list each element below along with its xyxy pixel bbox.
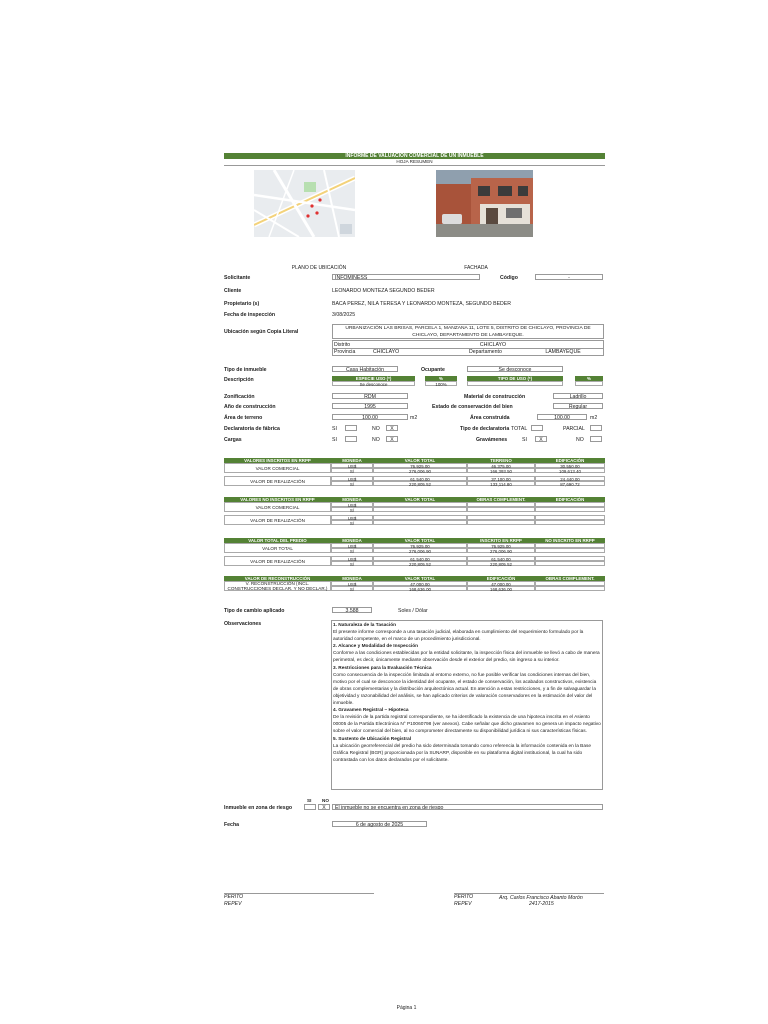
tipo-declaratoria-label: Tipo de declaratoria <box>460 426 510 432</box>
riesgo-no-header: NO <box>322 798 329 803</box>
column-header: MONEDA <box>331 576 373 581</box>
table-cell: 76,925.00 <box>373 543 467 548</box>
column-header: EDIFICACIÓN <box>535 497 605 502</box>
row-label: VALOR DE REALIZACIÓN <box>224 515 331 525</box>
fecha-inspeccion-value: 3/08/2025 <box>332 312 356 318</box>
riesgo-si-header: SI <box>307 798 312 803</box>
area-terreno-unit: m2 <box>410 415 418 421</box>
declaratoria-label: Declaratoria de fábrica <box>224 426 280 432</box>
table-cell <box>467 520 535 525</box>
tipo-cambio-value: 3.588 <box>332 607 372 613</box>
report-subtitle: HOJA RESUMEN <box>224 159 605 166</box>
observaciones-box <box>331 620 603 790</box>
table-cell: US$ <box>331 476 373 481</box>
anio-label: Año de construcción <box>224 404 276 410</box>
material-label: Material de construcción <box>464 394 526 400</box>
decl-total-label: TOTAL <box>511 426 528 432</box>
table-cell <box>467 507 535 512</box>
table-cell: 276,006.90 <box>467 548 535 553</box>
tipo-inmueble-value: Casa Habitación <box>332 366 398 372</box>
table-cell: 220,805.52 <box>373 561 467 566</box>
declaratoria-si-label: SI <box>332 426 337 432</box>
signature-line-right <box>454 893 604 894</box>
table-cell: 220,805.52 <box>373 481 467 486</box>
table-cell: 30,550.00 <box>535 463 605 468</box>
riesgo-no-checkbox[interactable]: X <box>318 804 330 810</box>
ocupante-value: Se desconoce <box>467 366 563 372</box>
estado-label: Estado de conservación del bien <box>432 404 513 410</box>
solicitante-label: Solicitante <box>224 275 251 281</box>
table-cell <box>535 520 605 525</box>
table-cell: S/ <box>331 468 373 473</box>
codigo-label: Código <box>500 275 518 281</box>
firma-right-repev: REPEV <box>454 901 472 907</box>
anio-value: 1995 <box>332 403 408 409</box>
fecha-value: 6 de agosto de 2025 <box>332 821 427 827</box>
codigo-value: - <box>535 274 603 280</box>
column-header: OBRAS COMPLEMENT. <box>535 576 605 581</box>
table-cell: 46,375.00 <box>467 463 535 468</box>
observacion-heading: 2. Alcance y Modalidad de Inspección <box>333 644 419 650</box>
area-construida-unit: m2 <box>590 415 598 421</box>
column-header: VALOR TOTAL <box>373 538 467 543</box>
section-title: VALOR TOTAL DEL PREDIO <box>224 538 331 543</box>
table-cell: 276,006.90 <box>373 468 467 473</box>
propietario-label: Propietario (s) <box>224 301 260 307</box>
cargas-si-checkbox[interactable] <box>345 436 357 442</box>
row-label: V. RECONSTRUCCIÓN (INCL. CONSTRUCCIONES DECLAR. Y NO DECLAR.) <box>224 581 331 591</box>
riesgo-label: Inmueble en zona de riesgo <box>224 805 293 811</box>
table-cell: 61,540.00 <box>373 476 467 481</box>
estado-value: Regular <box>553 403 603 409</box>
table-cell: S/ <box>331 520 373 525</box>
firma-right-code: 2417-2015 <box>529 901 554 907</box>
zonificacion-value: RDM <box>332 393 408 399</box>
table-cell: US$ <box>331 515 373 520</box>
fecha-label: Fecha <box>224 822 239 828</box>
cliente-label: Cliente <box>224 288 242 294</box>
signature-line-left <box>224 893 374 894</box>
row-label: VALOR DE REALIZACIÓN <box>224 556 331 566</box>
table-cell: 47,000.00 <box>467 581 535 586</box>
table-cell <box>373 520 467 525</box>
table-cell: S/ <box>331 507 373 512</box>
observacion-heading: 5. Sustento de Ubicación Registral <box>333 736 412 742</box>
column-header: VALOR TOTAL <box>373 458 467 463</box>
observaciones-label: Observaciones <box>224 621 262 627</box>
cargas-label: Cargas <box>224 437 242 443</box>
ubicacion-label: Ubicación según Copia Literal <box>224 329 299 335</box>
tipo-uso-value <box>467 381 563 386</box>
firma-right-name: Arq. Carlos Francisco Abanto Morón <box>499 895 583 901</box>
ubicacion-value: URBANIZACIÓN LAS BRISAS, PARCELA 1, MANZANA 11, LOTE 5, DISTRITO DE CHICLAYO, PROVINCIA DE CHICLAYO, DEPARTAMENTO DE LAMBAYEQUE. <box>332 324 604 339</box>
riesgo-si-checkbox[interactable] <box>304 804 316 810</box>
ocupante-label: Ocupante <box>421 367 445 373</box>
provincia-label: Provincia <box>334 349 356 355</box>
column-header: TERRENO <box>467 458 535 463</box>
map-caption: PLANO DE UBICACIÓN <box>291 265 347 271</box>
table-cell: US$ <box>331 556 373 561</box>
decl-parcial-label: PARCIAL <box>563 426 585 432</box>
table-cell: US$ <box>331 463 373 468</box>
descripcion-label: Descripción <box>224 377 254 383</box>
table-cell: S/ <box>331 586 373 591</box>
table-cell: US$ <box>331 543 373 548</box>
table-cell: S/ <box>331 481 373 486</box>
cargas-si-label: SI <box>332 437 337 443</box>
section-title: VALORES NO INSCRITOS EN RRPP <box>224 497 331 502</box>
column-header: EDIFICACIÓN <box>467 576 535 581</box>
table-cell: 76,925.00 <box>373 463 467 468</box>
tipo-uso-header: TIPO DE USO (*) <box>467 376 563 381</box>
column-header: MONEDA <box>331 458 373 463</box>
column-header: INSCRITO EN RRPP <box>467 538 535 543</box>
report-title: INFORME DE VALUACIÓN COMERCIAL DE UN INMUEBLE <box>224 153 605 159</box>
area-terreno-label: Área de terreno <box>224 415 263 421</box>
column-header: VALOR TOTAL <box>373 576 467 581</box>
especie-uso-value: Se desconoce <box>332 381 415 386</box>
table-cell: 47,000.00 <box>373 581 467 586</box>
departamento-label: Departamento <box>469 349 502 355</box>
table-cell <box>535 548 605 553</box>
area-construida-value: 100.00 <box>537 414 587 420</box>
facade-photo <box>436 170 533 237</box>
observacion-heading: 1. Naturaleza de la Tasación <box>333 623 397 628</box>
column-header: OBRAS COMPLEMENT. <box>467 497 535 502</box>
table-cell: 87,690.72 <box>535 481 605 486</box>
table-cell: 220,805.52 <box>467 561 535 566</box>
tipo-cambio-label: Tipo de cambio aplicado <box>224 608 285 614</box>
table-cell: 109,613.40 <box>535 468 605 473</box>
cargas-no-checkbox[interactable]: X <box>386 436 398 442</box>
section-title: VALORES INSCRITOS EN RRPP <box>224 458 331 463</box>
pct2-header: % <box>575 376 603 381</box>
column-header: MONEDA <box>331 497 373 502</box>
page-number: Página 1 <box>396 1005 417 1011</box>
tipo-inmueble-label: Tipo de inmueble <box>224 367 267 373</box>
pct-header: % <box>425 376 457 381</box>
row-label: VALOR TOTAL <box>224 543 331 553</box>
table-cell: 61,540.00 <box>373 556 467 561</box>
observacion-heading: 4. Gravamen Registral – Hipoteca <box>333 708 409 714</box>
table-cell <box>373 507 467 512</box>
table-cell: US$ <box>331 502 373 507</box>
cargas-no-label: NO <box>372 437 380 443</box>
table-cell: 133,114.80 <box>467 481 535 486</box>
ubicacion-detail <box>332 340 604 356</box>
firma-left-perito: PERITO <box>224 894 244 900</box>
gravamenes-no-checkbox[interactable] <box>590 436 602 442</box>
gravamenes-si-label: SI <box>522 437 527 443</box>
tipo-cambio-unit: Soles / Dólar <box>398 608 428 614</box>
observacion-text: Como consecuencia de la inspección limitada al entorno externo, no fue posible verificar las condiciones internas del bien, motivo por el cual se desconoce la identidad del ocupante, el estado de conservación, los acabados constructivos, existencia de obras complementarias y la distribución arquitectónica actual. En atención a estas restricciones, y a fin de salvaguardar la objetividad y razonabilidad del análisis, se han aplicado criterios de valoración conservadores en la estimación del valor del inmueble. <box>333 672 597 707</box>
table-cell <box>535 507 605 512</box>
distrito-value: CHICLAYO <box>479 342 507 348</box>
table-cell: 61,540.00 <box>467 556 535 561</box>
observacion-text: De la revisión de la partida registral correspondiente, se ha identificado la existencia de una hipoteca inscrita en el Asiento 00005 de la Partida Electrónica N° P10060798 (ver anexos). Cabe señalar que dicho gravamen no genera un impacto negativo sobre el valor comercial del bien, al no comprometer directamente su disponibilidad jurídica ni sus características físicas. <box>333 715 601 735</box>
table-cell: 37,100.00 <box>467 476 535 481</box>
firma-left-repev: REPEV <box>224 901 242 907</box>
especie-uso-header: ESPECIE USO (*) <box>332 376 415 381</box>
declaratoria-no-checkbox[interactable]: X <box>386 425 398 431</box>
location-map <box>254 170 355 237</box>
gravamenes-si-checkbox[interactable]: X <box>535 436 547 442</box>
table-cell: 168,636.00 <box>373 586 467 591</box>
distrito-label: Distrito <box>334 342 351 348</box>
table-cell: 276,006.90 <box>373 548 467 553</box>
declaratoria-si-checkbox[interactable] <box>345 425 357 431</box>
row-label: VALOR COMERCIAL <box>224 463 331 473</box>
solicitante-value: INFOMINESS <box>332 274 480 280</box>
observacion-text: Conforme a las condiciones establecidas por la entidad solicitante, la inspección física del inmueble se llevó a cabo de manera perimetral, es decir, únicamente mediante observación desde el exterior del predio, sin ingreso a su interior. <box>333 651 600 664</box>
departamento-value: LAMBAYEQUE <box>545 349 581 355</box>
decl-parcial-checkbox[interactable] <box>590 425 602 431</box>
pct-value: 100% <box>425 381 457 386</box>
report-page <box>224 153 605 907</box>
table-cell <box>535 561 605 566</box>
observacion-heading: 3. Restricciones para la Evaluación Técnica <box>333 665 432 671</box>
area-terreno-value: 100.00 <box>332 414 408 420</box>
table-cell: 76,925.00 <box>467 543 535 548</box>
table-cell: S/ <box>331 548 373 553</box>
facade-caption: FACHADA <box>464 265 488 271</box>
section-title: VALOR DE RECONSTRUCCIÓN <box>224 576 331 581</box>
column-header: NO INSCRITO EN RRPP <box>535 538 605 543</box>
zonificacion-label: Zonificación <box>224 394 255 400</box>
propietario-value: BACA PEREZ, NILA TERESA Y LEONARDO MONTEZA, SEGUNDO BEDER <box>332 301 512 307</box>
column-header: VALOR TOTAL <box>373 497 467 502</box>
observacion-text: La ubicación georreferencial del predio ha sido determinada tomando como referencia la información contenida en la Base Gráfica Registral (BGR) proporcionada por la SUNARP, disponible en su plataforma digital institucional, la cual ha sido contrastada con los datos declarados por el solicitante. <box>333 743 591 763</box>
gravamenes-no-label: NO <box>576 437 584 443</box>
table-cell: 168,636.00 <box>467 586 535 591</box>
declaratoria-no-label: NO <box>372 426 380 432</box>
table-cell: US$ <box>331 581 373 586</box>
area-construida-label: Área construida <box>470 415 510 421</box>
table-cell: S/ <box>331 561 373 566</box>
table-cell: 166,393.50 <box>467 468 535 473</box>
firma-right-perito: PERITO <box>454 894 474 900</box>
pct2-value <box>575 381 603 386</box>
gravamenes-label: Gravámenes <box>476 437 508 443</box>
table-cell: 24,440.00 <box>535 476 605 481</box>
row-label: VALOR COMERCIAL <box>224 502 331 512</box>
riesgo-text: El inmueble no se encuentra en zona de riesgo <box>332 804 603 810</box>
row-label: VALOR DE REALIZACIÓN <box>224 476 331 486</box>
material-value: Ladrillo <box>553 393 603 399</box>
cliente-value: LEONARDO MONTEZA SEGUNDO BEDER <box>332 288 435 294</box>
observacion-text: El presente informe corresponde a una tasación judicial, elaborada en cumplimiento del requerimiento formulado por la autoridad competente, en el marco de un procedimiento jurisdiccional. <box>333 630 584 643</box>
provincia-value: CHICLAYO <box>373 349 400 355</box>
column-header: EDIFICACIÓN <box>535 458 605 463</box>
column-header: MONEDA <box>331 538 373 543</box>
decl-total-checkbox[interactable] <box>531 425 543 431</box>
fecha-inspeccion-label: Fecha de inspección <box>224 312 276 318</box>
table-cell <box>535 586 605 591</box>
